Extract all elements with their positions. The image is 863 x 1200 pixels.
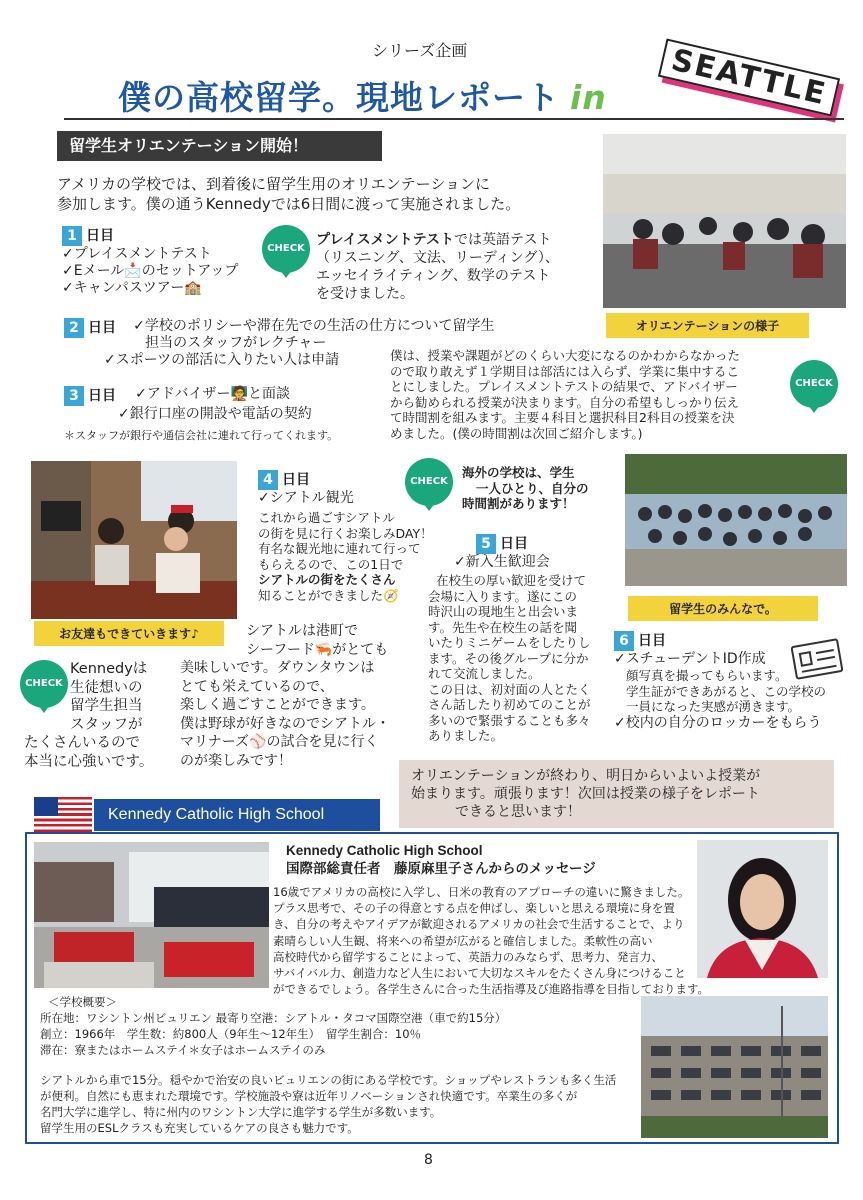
seattle-text — [180, 622, 390, 770]
day6-item: 学生証ができあがると、この学校の — [626, 683, 827, 699]
day-label: 日目 — [638, 633, 666, 649]
day6-item: ✓校内の自分のロッカーをもらう — [614, 714, 822, 731]
day5-title: ✓新入生歓迎会 — [454, 554, 550, 570]
check1-line: では英語テスト — [454, 232, 552, 248]
message-title: Kennedy Catholic High School — [286, 843, 483, 858]
school-overview — [40, 994, 506, 1058]
check4-line: スタッフが — [70, 716, 143, 733]
orientation-photo — [603, 134, 846, 308]
day3-item: ✓銀行口座の開設や電話の契約 — [118, 406, 312, 422]
day3-number: 3 — [64, 386, 84, 406]
check-badge: CHECK — [405, 458, 453, 506]
day1-item: ✓Eメール📩のセットアップ — [62, 263, 239, 279]
intro-line: 参加します。僕の通うKennedyでは6日間に渡って実施されました。 — [57, 195, 521, 213]
school-banner: Kennedy Catholic High School — [94, 799, 380, 831]
overview-desc-line: 留学生用のESLクラスも充実しているケアの良さも魅力です。 — [40, 1121, 359, 1135]
day-label: 日目 — [88, 320, 116, 336]
check4-line: たくさんいるので — [24, 735, 140, 751]
message-line: 16歳でアメリカの高校に入学し、日米の教育のアプローチの違いに驚きました。 — [273, 885, 690, 899]
overview-line: 創立：1966年 学生数：約800人（9年生〜12年生） 留学生割合：10％ — [40, 1027, 422, 1041]
day-label: 日目 — [282, 472, 310, 488]
day4-line: 知ることができました🧭 — [258, 587, 399, 603]
seattle-line: シーフード🦐がとても — [246, 641, 389, 658]
check1-line: （リスニング、文法、リーディング）、 — [316, 250, 559, 266]
check2-line: めました。(僕の時間割は次回ご紹介します。) — [390, 425, 643, 441]
day6-number: 6 — [614, 631, 634, 651]
check3-text — [462, 465, 589, 512]
school-description — [40, 1072, 616, 1136]
message-line: プラス思考で、その子の得意とする点を伸ばし、楽しいと思える環境に身を置 — [273, 901, 675, 916]
overview-desc-line: シアトルから車で15分。穏やかで治安の良いビュリエンの街にある学校です。ショップやレストランも多く生活 — [40, 1073, 617, 1087]
page-title — [118, 72, 607, 119]
section-title: 留学生オリエンテーション開始！ — [57, 131, 382, 161]
day4-line: の街を見に行くお楽しみDAY！ — [258, 525, 433, 541]
day2-item: ✓学校のポリシーや滞在先での生活の仕方について留学生 — [133, 318, 495, 334]
portrait-photo — [697, 840, 828, 978]
seattle-line: とても栄えているので、 — [180, 678, 334, 695]
check2-line: ので取り敢えず１学期目は部活には入らず、学業に集中するこ — [390, 363, 740, 379]
day4-line: 有名な観光地に連れて行って — [258, 541, 421, 556]
check4-text — [24, 660, 153, 771]
seattle-line: 美味しいです。ダウンタウンは — [180, 660, 375, 676]
day5-line: さん話したり初めてのことが — [428, 697, 591, 712]
check1-line: を受けました。 — [316, 286, 414, 302]
page-title-in: in — [570, 78, 607, 117]
day2-item: ✓スポーツの部活に入りたい人は申請 — [104, 352, 340, 368]
seattle-line: マリナーズ⚾の試合を見に行く — [180, 734, 379, 750]
overview-line: 所在地：ワシントン州ビュリエン 最寄り空港：シアトル・タコマ国際空港（車で約15分） — [40, 1011, 507, 1025]
overview-heading: ＜学校概要＞ — [48, 995, 117, 1009]
check4-line: 本当に心強いです。 — [24, 753, 154, 770]
message-line: ができるでしょう。各学生さんに合った生活指導及び進路指導を目指しております。 — [273, 982, 709, 997]
everyone-photo — [625, 454, 847, 586]
day-label: 日目 — [500, 536, 528, 552]
message-line: サバイバル力、創造力など人生において大切なスキルをたくさん身につけること — [273, 966, 686, 981]
check4-line: 留学生担当 — [70, 698, 143, 714]
library-photo-image — [34, 842, 269, 988]
day5 — [428, 534, 591, 744]
orientation-photo-image — [603, 134, 846, 308]
seattle-line: シアトルは港町で — [246, 623, 358, 639]
check-badge: CHECK — [790, 360, 838, 408]
check1-bold: プレイスメントテスト — [316, 232, 455, 248]
check-badge: CHECK — [20, 660, 68, 708]
day5-line: 会場に入ります。遂にこの — [428, 588, 578, 604]
day1-item: ✓プレイスメントテスト — [62, 246, 212, 262]
day5-line: ます。その後グループに分か — [428, 650, 589, 666]
day6-item: 一員になった実感が湧きます。 — [626, 699, 801, 714]
everyone-photo-image — [625, 454, 847, 586]
message-body — [273, 884, 709, 997]
page-title-main: 僕の高校留学。現地レポート — [118, 78, 560, 117]
seattle-line: 楽しく過ごすことができます。 — [180, 697, 375, 713]
check3-line: 時間割があります！ — [462, 496, 575, 511]
check1-line: エッセイライティング、数学のテスト — [316, 268, 551, 284]
closing-line: できると思います！ — [455, 804, 581, 820]
day3-item: ✓アドバイザー🧑‍🏫と面談 — [135, 386, 290, 402]
closing-box — [399, 760, 834, 828]
closing-line: オリエンテーションが終わり、明日からいよいよ授業が — [411, 768, 761, 784]
message-header — [286, 842, 596, 878]
day5-line: れて交流しました。 — [428, 666, 541, 681]
day6-item: ✓スチューデントID作成 — [614, 651, 766, 667]
day4-line: もらえるので、この1日で — [258, 556, 404, 572]
day4-line: シアトルの街をたくさん — [258, 572, 396, 587]
everyone-caption: 留学生のみんなで。 — [628, 596, 818, 621]
id-card-icon — [790, 638, 843, 680]
day4-title: ✓シアトル観光 — [258, 490, 354, 506]
library-photo — [34, 842, 269, 988]
day5-number: 5 — [476, 534, 496, 554]
overview-desc-line: が便利。自然にも恵まれた環境です。学校施設や寮は近年リノベーションされ快適です。卒業生の多くが — [40, 1089, 578, 1103]
closing-line: 始まります。頑張ります！次回は授業の様子をレポート — [411, 786, 760, 802]
portrait-photo-image — [697, 840, 828, 978]
check4-line: 生徒想いの — [70, 679, 143, 696]
day5-line: 在校生の厚い歓迎を受けて — [436, 573, 587, 588]
message-line: き、自分の考えやアイデアが歓迎されるアメリカの社会で生活することで、より — [273, 917, 685, 932]
check2-line: とにしました。プレイスメントテストの結果で、アドバイザー — [390, 379, 738, 394]
day1-number: 1 — [62, 226, 82, 246]
day4-line: これから過ごすシアトル — [258, 510, 396, 525]
day-label: 日目 — [86, 228, 114, 244]
day5-line: この日は、初対面の人とたく — [428, 681, 591, 697]
check4-line: Kennedyは — [70, 661, 148, 677]
day5-line: いたりミニゲームをしたりし — [428, 635, 591, 650]
us-flag-icon — [34, 797, 92, 832]
seattle-line: のが楽しみです！ — [180, 752, 292, 769]
day5-line: す。先生や在校生の話を聞 — [428, 619, 578, 635]
day1 — [62, 226, 238, 297]
intro-text — [57, 174, 520, 214]
day2-item: 担当のスタッフがレクチャー — [145, 335, 327, 351]
check-badge: CHECK — [262, 225, 310, 273]
friends-photo — [31, 461, 237, 619]
overview-line: 滞在：寮またはホームステイ＊女子はホームステイのみ — [40, 1043, 326, 1057]
header-rule — [64, 118, 844, 120]
day6-item: 顔写真を撮ってもらいます。 — [626, 668, 788, 683]
day1-item: ✓キャンパスツアー🏫 — [62, 280, 202, 296]
day3 — [64, 386, 338, 443]
page-number: 8 — [424, 1152, 433, 1168]
day4-number: 4 — [258, 470, 278, 490]
friends-caption: お友達もできていきます♪ — [34, 621, 224, 646]
friends-photo-image — [31, 461, 237, 619]
check1-text — [316, 231, 559, 303]
day2-number: 2 — [64, 318, 84, 338]
day5-line: ありました。 — [428, 728, 504, 743]
message-subtitle: 国際部総責任者 藤原麻里子さんからのメッセージ — [286, 861, 596, 877]
seattle-logo: SEATTLE — [658, 38, 840, 116]
school-building-photo — [641, 996, 828, 1138]
day3-note: ＊スタッフが銀行や通信会社に連れて行ってくれます。 — [64, 429, 339, 442]
school-building-photo-image — [641, 996, 828, 1138]
check2-text — [390, 348, 740, 441]
overview-desc-line: 名門大学に進学し、特に州内のワシントン大学に進学する学生が多数います。 — [40, 1105, 442, 1119]
message-line: 高校時代から留学することによって、英語力のみならず、思考力、発言力、 — [273, 949, 663, 964]
check2-line: て時間割を組みます。主要４科目と選択科目2科目の授業を決 — [390, 410, 735, 425]
day5-line: 多いので緊張することも多々 — [428, 712, 591, 728]
series-label: シリーズ企画 — [372, 41, 468, 60]
seattle-line: 僕は野球が好きなのでシアトル・ — [180, 715, 390, 732]
day-label: 日目 — [88, 388, 116, 404]
message-line: 素晴らしい人生観、将来への希望が広がると確信しました。柔軟性の高い — [273, 933, 653, 948]
orientation-caption: オリエンテーションの様子 — [606, 313, 809, 338]
intro-line: アメリカの学校では、到着後に留学生用のオリエンテーションに — [57, 175, 491, 193]
check3-line: 一人ひとり、自分の — [476, 480, 589, 496]
check3-line: 海外の学校は、学生 — [462, 465, 575, 480]
check2-line: から勧められる授業が決まります。自分の希望もしっかり伝え — [390, 394, 740, 410]
day5-line: 時沢山の現地生と出会いま — [428, 604, 579, 619]
check2-line: 僕は、授業や課題がどのくらい大変になるのかわからなかった — [390, 348, 741, 363]
